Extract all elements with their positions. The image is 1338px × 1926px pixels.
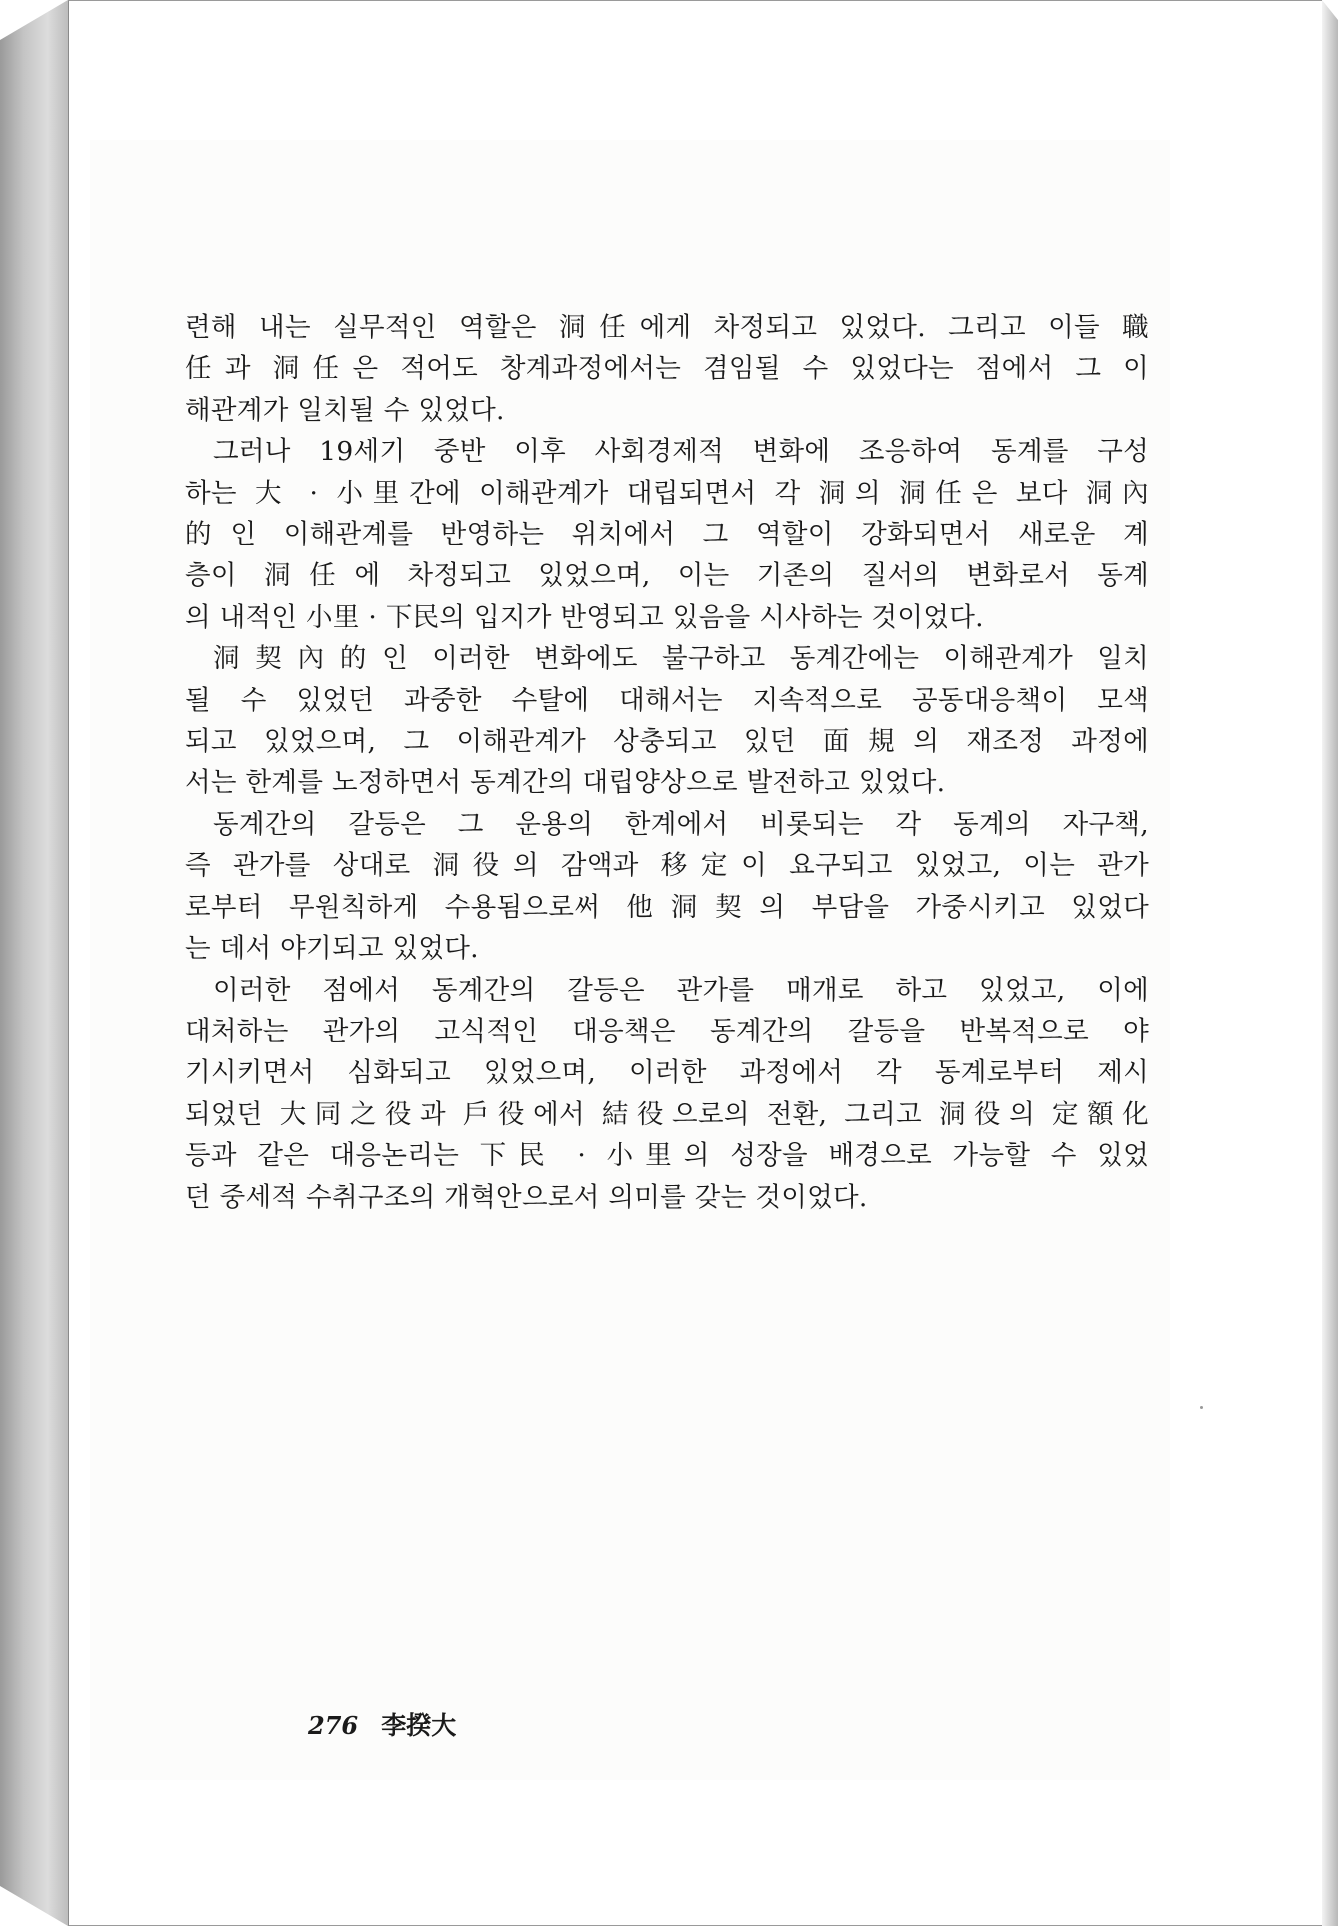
text-line: 서는 한계를 노정하면서 동계간의 대립양상으로 발전하고 있었다. bbox=[185, 767, 946, 799]
paragraph bbox=[185, 307, 1149, 431]
page-right-edge bbox=[1322, 0, 1338, 1926]
text-line: 는 데서 야기되고 있었다. bbox=[185, 933, 479, 965]
text-line: 동계간의 갈등은 그 운용의 한계에서 비롯되는 각 동계의 자구책, bbox=[213, 808, 1149, 840]
scan-speck bbox=[1200, 1406, 1203, 1409]
text-line: 任과 洞任은 적어도 창계과정에서는 겸임될 수 있었다는 점에서 그 이 bbox=[185, 353, 1149, 385]
paragraph bbox=[185, 638, 1149, 804]
body-text bbox=[185, 307, 1149, 1218]
paragraph bbox=[185, 970, 1149, 1218]
text-line: 되고 있었으며, 그 이해관계가 상충되고 있던 面規의 재조정 과정에 bbox=[185, 726, 1149, 758]
text-line: 洞契內的인 이러한 변화에도 불구하고 동계간에는 이해관계가 일치 bbox=[213, 643, 1149, 675]
text-line: 的인 이해관계를 반영하는 위치에서 그 역할이 강화되면서 새로운 계 bbox=[185, 519, 1149, 551]
paragraph bbox=[185, 804, 1149, 970]
text-line: 즉 관가를 상대로 洞役의 감액과 移定이 요구되고 있었고, 이는 관가 bbox=[185, 850, 1149, 882]
text-line: 로부터 무원칙하게 수용됨으로써 他洞契의 부담을 가중시키고 있었다 bbox=[185, 891, 1149, 923]
text-line: 이러한 점에서 동계간의 갈등은 관가를 매개로 하고 있었고, 이에 bbox=[213, 974, 1149, 1006]
text-line: 하는 大 · 小里간에 이해관계가 대립되면서 각 洞의 洞任은 보다 洞內 bbox=[185, 477, 1149, 509]
text-line: 련해 내는 실무적인 역할은 洞任에게 차정되고 있었다. 그리고 이들 職 bbox=[185, 312, 1149, 343]
spine-top-corner bbox=[0, 0, 68, 40]
page-footer bbox=[308, 1706, 456, 1742]
text-line: 등과 같은 대응논리는 下民 · 小里의 성장을 배경으로 가능할 수 있었 bbox=[185, 1140, 1149, 1172]
text-line: 기시키면서 심화되고 있었으며, 이러한 과정에서 각 동계로부터 제시 bbox=[185, 1057, 1149, 1089]
text-line: 그러나 19세기 중반 이후 사회경제적 변화에 조응하여 동계를 구성 bbox=[213, 436, 1149, 468]
running-author: 李揆大 bbox=[381, 1711, 457, 1740]
text-line: 되었던 大同之役과 戶役에서 結役으로의 전환, 그리고 洞役의 定額化 bbox=[185, 1098, 1149, 1130]
text-line: 될 수 있었던 과중한 수탈에 대해서는 지속적으로 공동대응책이 모색 bbox=[185, 684, 1149, 716]
book-spine bbox=[0, 0, 68, 1926]
text-line: 해관계가 일치될 수 있었다. bbox=[185, 394, 505, 426]
page-right-edge-corner bbox=[1322, 0, 1338, 20]
text-line: 던 중세적 수취구조의 개혁안으로서 의미를 갖는 것이었다. bbox=[185, 1181, 868, 1213]
page-number: 276 bbox=[308, 1711, 359, 1740]
text-line: 대처하는 관가의 고식적인 대응책은 동계간의 갈등을 반복적으로 야 bbox=[185, 1015, 1149, 1047]
text-line: 의 내적인 小里 · 下民의 입지가 반영되고 있음을 시사하는 것이었다. bbox=[185, 601, 984, 633]
spine-bottom-corner bbox=[0, 1886, 68, 1926]
paragraph bbox=[185, 431, 1149, 638]
text-line: 층이 洞任에 차정되고 있었으며, 이는 기존의 질서의 변화로서 동계 bbox=[185, 560, 1149, 592]
